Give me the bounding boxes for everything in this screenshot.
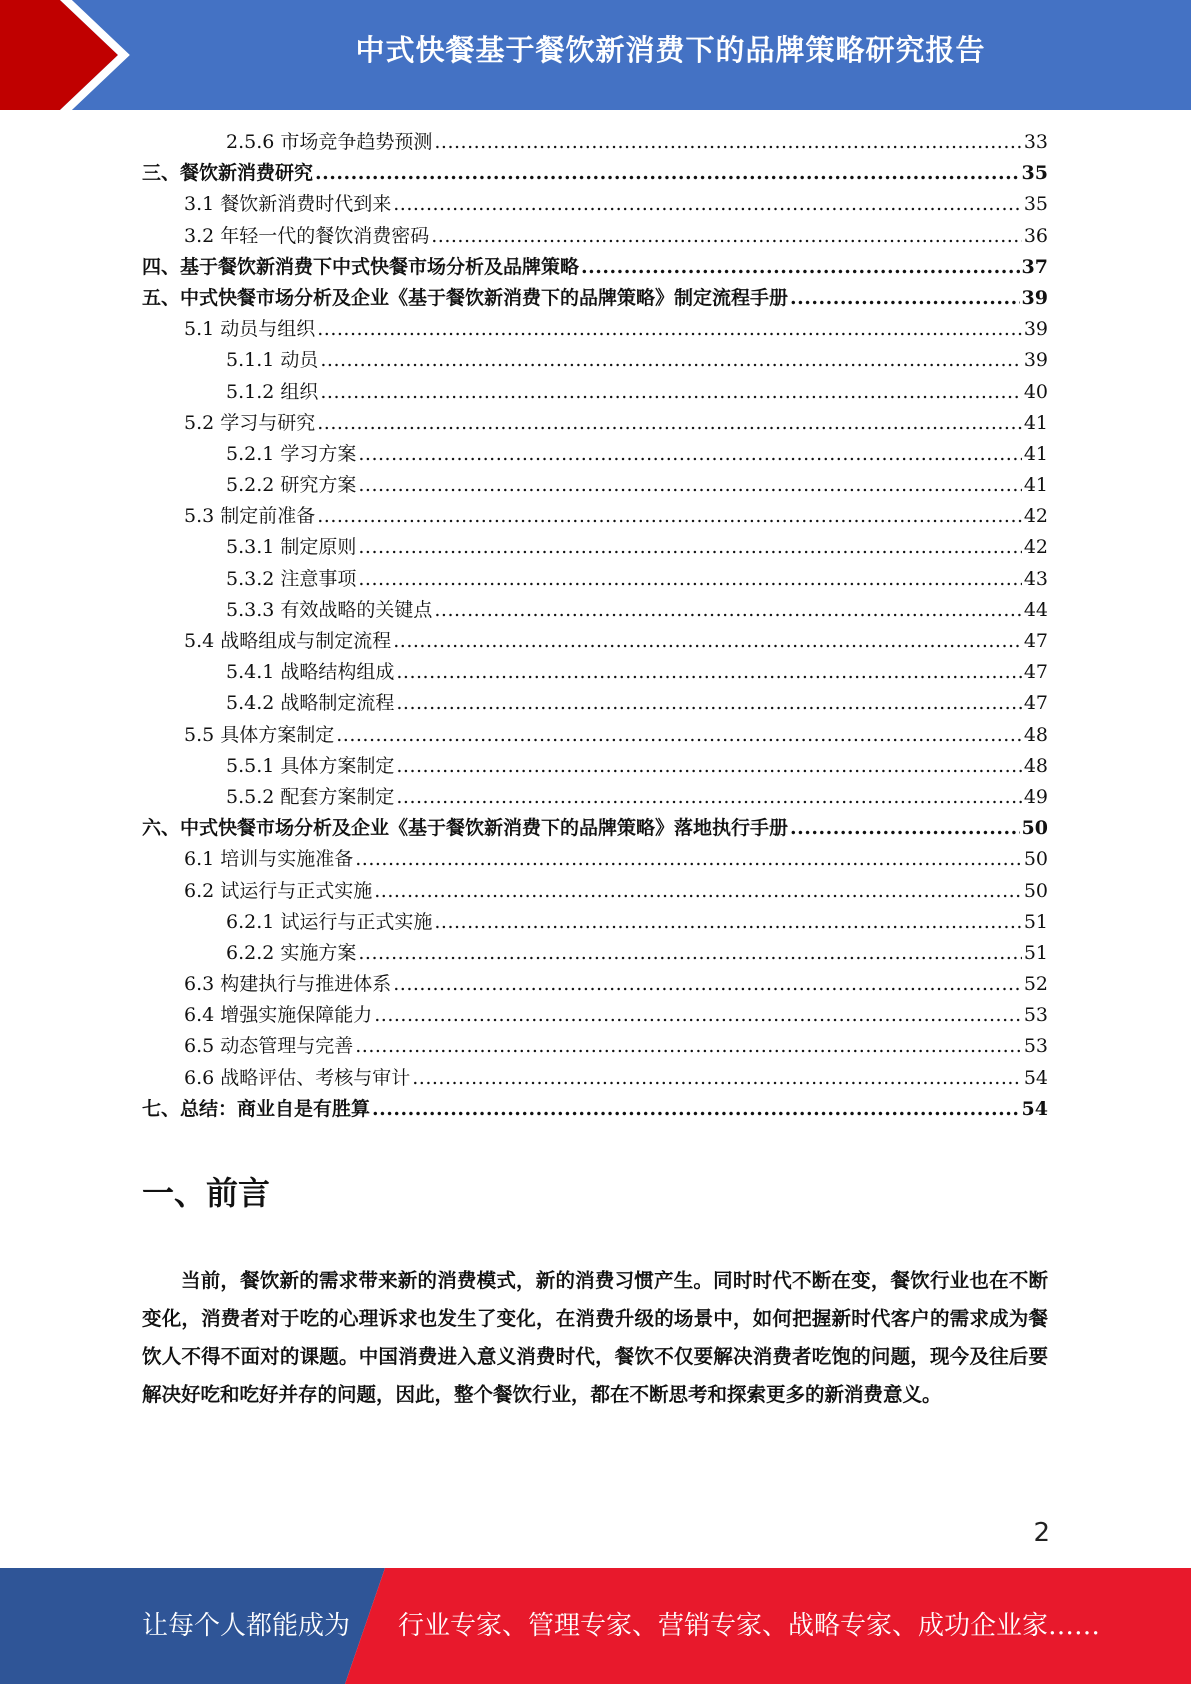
toc-entry-label: 5.3.3 有效战略的关键点 <box>226 598 433 621</box>
toc-dot-leader <box>355 848 1022 870</box>
toc-entry-page: 50 <box>1021 817 1048 840</box>
toc-dot-leader <box>396 661 1021 683</box>
toc-entry-page: 40 <box>1023 380 1048 403</box>
toc-entry[interactable] <box>142 1094 1048 1125</box>
toc-entry-label: 6.2.1 试运行与正式实施 <box>226 910 433 933</box>
toc-entry-page: 53 <box>1023 1035 1048 1058</box>
toc-entry-label: 5.4.2 战略制定流程 <box>226 692 395 715</box>
toc-entry-page: 44 <box>1023 598 1048 621</box>
toc-entry-page: 51 <box>1023 941 1048 964</box>
toc-entry[interactable] <box>142 969 1048 1000</box>
toc-dot-leader <box>358 942 1021 964</box>
toc-entry-page: 35 <box>1023 193 1048 216</box>
toc-entry-page: 42 <box>1023 505 1048 528</box>
toc-entry-label: 6.2 试运行与正式实施 <box>184 879 373 902</box>
toc-entry-label: 6.1 培训与实施准备 <box>184 848 354 871</box>
toc-entry[interactable] <box>142 439 1048 470</box>
section-heading: 一、前言 <box>142 1174 271 1212</box>
table-of-contents <box>142 127 1048 1125</box>
preface-paragraph: 当前，餐饮新的需求带来新的消费模式，新的消费习惯产生。同时时代不断在变，餐饮行业也在不断变化，消费者对于吃的心理诉求也发生了变化，在消费升级的场景中，如何把握新时代客户的需求成为餐饮人不得不面对的课题。中国消费进入意义消费时代，餐饮不仅要解决消费者吃饱的问题，现今及往后要解决好吃和吃好并存的问题，因此，整个餐饮行业，都在不断思考和探索更多的新消费意义。 <box>142 1269 1048 1406</box>
toc-entry-page: 41 <box>1023 474 1048 497</box>
toc-entry-label: 5.4 战略组成与制定流程 <box>184 630 392 652</box>
toc-entry-page: 47 <box>1023 661 1048 684</box>
toc-entry[interactable] <box>142 252 1048 283</box>
toc-entry[interactable] <box>142 189 1048 220</box>
toc-dot-leader <box>393 630 1022 652</box>
toc-entry[interactable] <box>142 876 1048 907</box>
toc-entry-page: 41 <box>1023 442 1048 465</box>
toc-entry-page: 50 <box>1023 879 1048 902</box>
toc-entry-page: 39 <box>1021 286 1048 309</box>
toc-dot-leader <box>396 755 1021 777</box>
toc-dot-leader <box>434 911 1021 933</box>
toc-entry-label: 六、中式快餐市场分析及企业《基于餐饮新消费下的品牌策略》落地执行手册 <box>142 817 789 840</box>
toc-dot-leader <box>434 131 1021 153</box>
toc-entry-page: 48 <box>1023 754 1048 777</box>
toc-entry-label: 三、餐饮新消费研究 <box>142 162 314 185</box>
toc-entry[interactable] <box>142 221 1048 252</box>
toc-dot-leader <box>393 973 1022 995</box>
toc-entry-page: 39 <box>1023 349 1048 372</box>
toc-entry[interactable] <box>142 314 1048 345</box>
toc-dot-leader <box>396 786 1021 808</box>
toc-entry-label: 6.5 动态管理与完善 <box>184 1035 354 1058</box>
toc-dot-leader <box>790 817 1020 839</box>
toc-dot-leader <box>355 1035 1022 1057</box>
toc-dot-leader <box>393 193 1022 215</box>
toc-entry[interactable] <box>142 564 1048 595</box>
toc-entry-label: 6.4 增强实施保障能力 <box>184 1004 373 1027</box>
toc-entry[interactable] <box>142 501 1048 532</box>
toc-dot-leader <box>358 568 1021 590</box>
toc-entry[interactable] <box>142 1063 1048 1094</box>
toc-entry[interactable] <box>142 408 1048 439</box>
toc-entry-page: 47 <box>1023 630 1048 652</box>
toc-entry[interactable] <box>142 158 1048 189</box>
toc-dot-leader <box>790 287 1020 309</box>
toc-entry-page: 54 <box>1023 1066 1048 1089</box>
toc-entry-label: 5.5 具体方案制定 <box>184 723 335 746</box>
toc-entry-label: 四、基于餐饮新消费下中式快餐市场分析及品牌策略 <box>142 255 580 278</box>
toc-entry-label: 五、中式快餐市场分析及企业《基于餐饮新消费下的品牌策略》制定流程手册 <box>142 286 789 309</box>
toc-dot-leader <box>358 443 1021 465</box>
toc-entry-page: 52 <box>1023 973 1048 996</box>
toc-entry[interactable] <box>142 1000 1048 1031</box>
toc-entry-label: 5.2.1 学习方案 <box>226 442 357 465</box>
toc-entry[interactable] <box>142 720 1048 751</box>
toc-entry-label: 5.1.2 组织 <box>226 380 319 403</box>
toc-entry[interactable] <box>142 345 1048 376</box>
toc-dot-leader <box>336 724 1022 746</box>
toc-entry[interactable] <box>142 813 1048 844</box>
toc-entry-label: 5.3 制定前准备 <box>184 505 316 528</box>
toc-dot-leader <box>374 1004 1022 1026</box>
toc-entry-page: 33 <box>1023 131 1048 153</box>
toc-entry-page: 53 <box>1023 1004 1048 1027</box>
toc-entry[interactable] <box>142 657 1048 688</box>
toc-dot-leader <box>358 474 1021 496</box>
toc-entry-label: 3.1 餐饮新消费时代到来 <box>184 193 392 216</box>
toc-entry-label: 5.5.1 具体方案制定 <box>226 754 395 777</box>
toc-entry-label: 5.3.1 制定原则 <box>226 536 357 559</box>
toc-entry-page: 35 <box>1021 162 1048 185</box>
toc-entry[interactable] <box>142 751 1048 782</box>
toc-dot-leader <box>581 256 1020 278</box>
toc-entry-label: 5.4.1 战略结构组成 <box>226 661 395 684</box>
header-arrow-graphic <box>0 0 160 110</box>
toc-dot-leader <box>317 505 1022 527</box>
toc-entry-label: 6.3 构建执行与推进体系 <box>184 973 392 996</box>
toc-entry-page: 43 <box>1023 567 1048 590</box>
toc-entry-label: 5.5.2 配套方案制定 <box>226 785 395 808</box>
toc-dot-leader <box>315 162 1020 184</box>
toc-entry-label: 2.5.6 市场竞争趋势预测 <box>226 131 433 153</box>
toc-entry-page: 41 <box>1023 411 1048 434</box>
page-header <box>0 0 1191 110</box>
toc-dot-leader <box>434 599 1021 621</box>
toc-entry-label: 5.1 动员与组织 <box>184 318 316 341</box>
toc-entry-page: 37 <box>1021 255 1048 278</box>
toc-dot-leader <box>431 225 1022 247</box>
toc-entry[interactable] <box>142 470 1048 501</box>
toc-entry-label: 5.2.2 研究方案 <box>226 474 357 497</box>
toc-entry[interactable] <box>142 377 1048 408</box>
toc-entry[interactable] <box>142 782 1048 813</box>
toc-dot-leader <box>317 412 1022 434</box>
toc-entry-label: 5.2 学习与研究 <box>184 411 316 434</box>
toc-entry[interactable] <box>142 844 1048 875</box>
toc-dot-leader <box>372 1098 1020 1120</box>
toc-entry-page: 51 <box>1023 910 1048 933</box>
toc-entry-page: 50 <box>1023 848 1048 871</box>
toc-entry-label: 3.2 年轻一代的餐饮消费密码 <box>184 224 430 247</box>
toc-entry-page: 54 <box>1021 1097 1048 1120</box>
toc-entry-label: 6.6 战略评估、考核与审计 <box>184 1066 411 1089</box>
toc-entry-label: 6.2.2 实施方案 <box>226 941 357 964</box>
toc-entry-page: 47 <box>1023 692 1048 715</box>
toc-entry-label: 5.3.2 注意事项 <box>226 567 357 590</box>
toc-entry[interactable] <box>142 688 1048 719</box>
toc-entry[interactable] <box>142 1031 1048 1062</box>
toc-dot-leader <box>396 692 1021 714</box>
toc-dot-leader <box>320 349 1021 371</box>
toc-entry[interactable] <box>142 938 1048 969</box>
toc-dot-leader <box>412 1067 1022 1089</box>
toc-entry-page: 36 <box>1023 224 1048 247</box>
toc-entry[interactable] <box>142 532 1048 563</box>
toc-dot-leader <box>374 880 1022 902</box>
toc-entry-page: 49 <box>1023 785 1048 808</box>
toc-entry-page: 42 <box>1023 536 1048 559</box>
toc-dot-leader <box>320 381 1021 403</box>
page-footer <box>0 1568 1191 1684</box>
toc-entry-page: 48 <box>1023 723 1048 746</box>
toc-entry-page: 39 <box>1023 318 1048 341</box>
toc-entry[interactable] <box>142 907 1048 938</box>
toc-entry[interactable] <box>142 127 1048 158</box>
toc-entry[interactable] <box>142 283 1048 314</box>
toc-entry[interactable] <box>142 595 1048 626</box>
footer-slogan-right: 行业专家、管理专家、营销专家、战略专家、成功企业家…… <box>398 1611 1101 1641</box>
toc-entry-label: 5.1.1 动员 <box>226 349 319 372</box>
toc-entry[interactable] <box>142 626 1048 657</box>
toc-entry-label: 七、总结：商业自是有胜算 <box>142 1097 371 1120</box>
header-title: 中式快餐基于餐饮新消费下的品牌策略研究报告 <box>355 33 986 67</box>
toc-dot-leader <box>317 318 1022 340</box>
toc-dot-leader <box>358 536 1021 558</box>
page-number: 2 <box>1033 1518 1050 1548</box>
footer-slogan-left: 让每个人都能成为 <box>142 1611 351 1641</box>
